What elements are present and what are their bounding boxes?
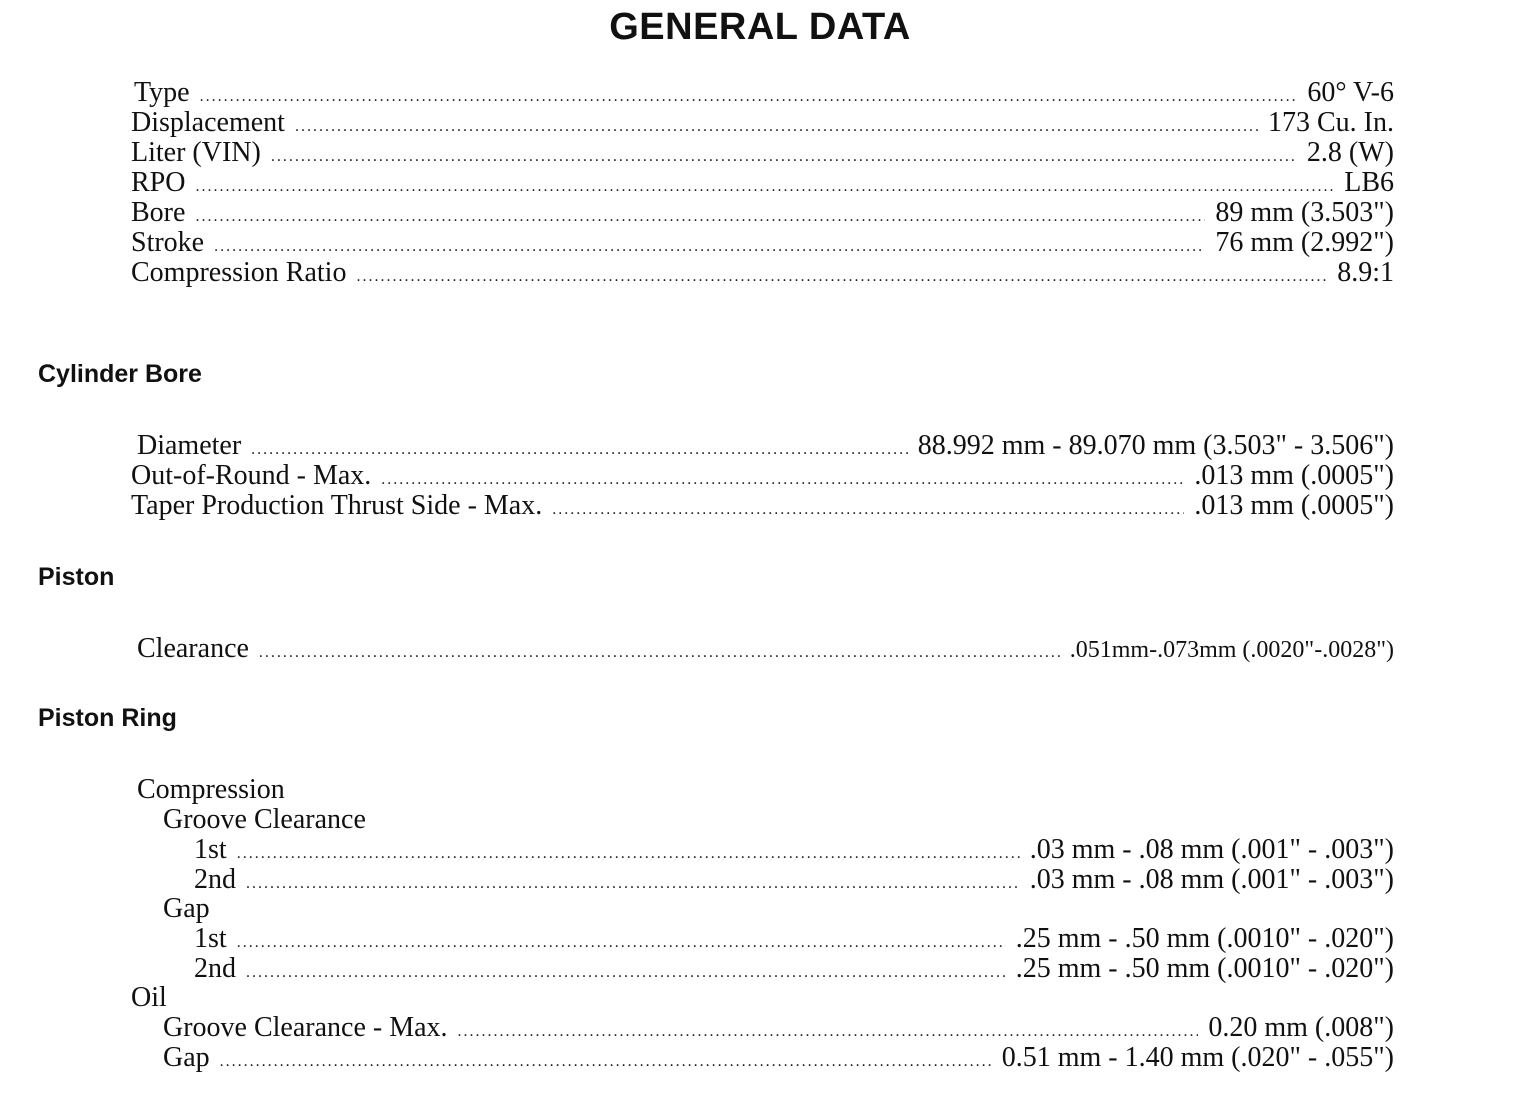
spec-value: 173 Cu. In. <box>1268 107 1394 138</box>
subheading-oil: Oil <box>131 982 167 1013</box>
spec-label: Liter (VIN) <box>131 137 261 168</box>
spec-label: 2nd <box>194 864 236 895</box>
spec-value: LB6 <box>1344 167 1394 198</box>
spec-row-rpo <box>131 168 1394 198</box>
spec-value: 60° V-6 <box>1307 77 1394 108</box>
spec-label: Stroke <box>131 227 205 258</box>
spec-value: 8.9:1 <box>1337 257 1394 288</box>
spec-value: 2.8 (W) <box>1306 137 1394 168</box>
spec-label: Groove Clearance - Max. <box>163 1012 448 1043</box>
spec-row-clearance <box>137 634 1394 664</box>
dot-leader <box>246 958 1006 988</box>
spec-value: .03 mm - .08 mm (.001" - .003") <box>1029 864 1394 895</box>
spec-label: Displacement <box>131 107 285 138</box>
subheading-compression: Compression <box>137 774 285 805</box>
section-heading-piston-ring: Piston Ring <box>38 704 177 732</box>
spec-row-out-of-round <box>131 461 1394 491</box>
spec-row-groove-1st <box>194 835 1394 865</box>
spec-value: .03 mm - .08 mm (.001" - .003") <box>1029 834 1394 865</box>
section-heading-piston: Piston <box>38 563 115 591</box>
spec-value: 0.20 mm (.008") <box>1208 1012 1394 1043</box>
spec-label: Compression Ratio <box>131 257 347 288</box>
spec-label: Diameter <box>137 430 242 461</box>
spec-row-type <box>134 78 1394 108</box>
spec-value: 88.992 mm - 89.070 mm (3.503" - 3.506") <box>917 430 1394 461</box>
spec-label: Clearance <box>137 633 249 664</box>
spec-value: 0.51 mm - 1.40 mm (.020" - .055") <box>1001 1042 1394 1073</box>
spec-value: 76 mm (2.992") <box>1215 227 1394 258</box>
spec-label: Bore <box>131 197 186 228</box>
dot-leader <box>552 495 1184 525</box>
spec-row-liter <box>131 138 1394 168</box>
spec-row-stroke <box>131 228 1394 258</box>
spec-row-compression-ratio <box>131 258 1394 288</box>
spec-label: Gap <box>163 1042 210 1073</box>
spec-value: 89 mm (3.503") <box>1215 197 1394 228</box>
dot-leader <box>356 262 1327 292</box>
spec-row-diameter <box>137 431 1394 461</box>
spec-row-oil-gap <box>163 1043 1394 1073</box>
spec-label: Taper Production Thrust Side - Max. <box>131 490 543 521</box>
subheading-gap: Gap <box>163 893 210 924</box>
spec-row-displacement <box>131 108 1394 138</box>
spec-value: .013 mm (.0005") <box>1194 460 1394 491</box>
spec-label: Type <box>134 77 190 108</box>
dot-leader <box>259 638 1060 668</box>
dot-leader <box>220 1047 992 1077</box>
subheading-groove-clearance: Groove Clearance <box>163 804 366 835</box>
spec-label: RPO <box>131 167 186 198</box>
spec-label: Out-of-Round - Max. <box>131 460 372 491</box>
spec-label: 2nd <box>194 953 236 984</box>
spec-value: .25 mm - .50 mm (.0010" - .020") <box>1015 923 1394 954</box>
dot-leader <box>246 869 1020 899</box>
spec-row-gap-2nd <box>194 954 1394 984</box>
spec-value: .25 mm - .50 mm (.0010" - .020") <box>1015 953 1394 984</box>
section-heading-cylinder-bore: Cylinder Bore <box>38 360 202 388</box>
page-title: GENERAL DATA <box>609 6 911 48</box>
spec-label: 1st <box>194 834 227 865</box>
spec-row-groove-2nd <box>194 865 1394 895</box>
spec-row-taper <box>131 491 1394 521</box>
spec-label: 1st <box>194 923 227 954</box>
spec-row-gap-1st <box>194 924 1394 954</box>
spec-value: .013 mm (.0005") <box>1194 490 1394 521</box>
spec-row-oil-groove-clearance <box>163 1013 1394 1043</box>
spec-row-bore <box>131 198 1394 228</box>
spec-value: .051mm-.073mm (.0020"-.0028") <box>1069 637 1394 663</box>
